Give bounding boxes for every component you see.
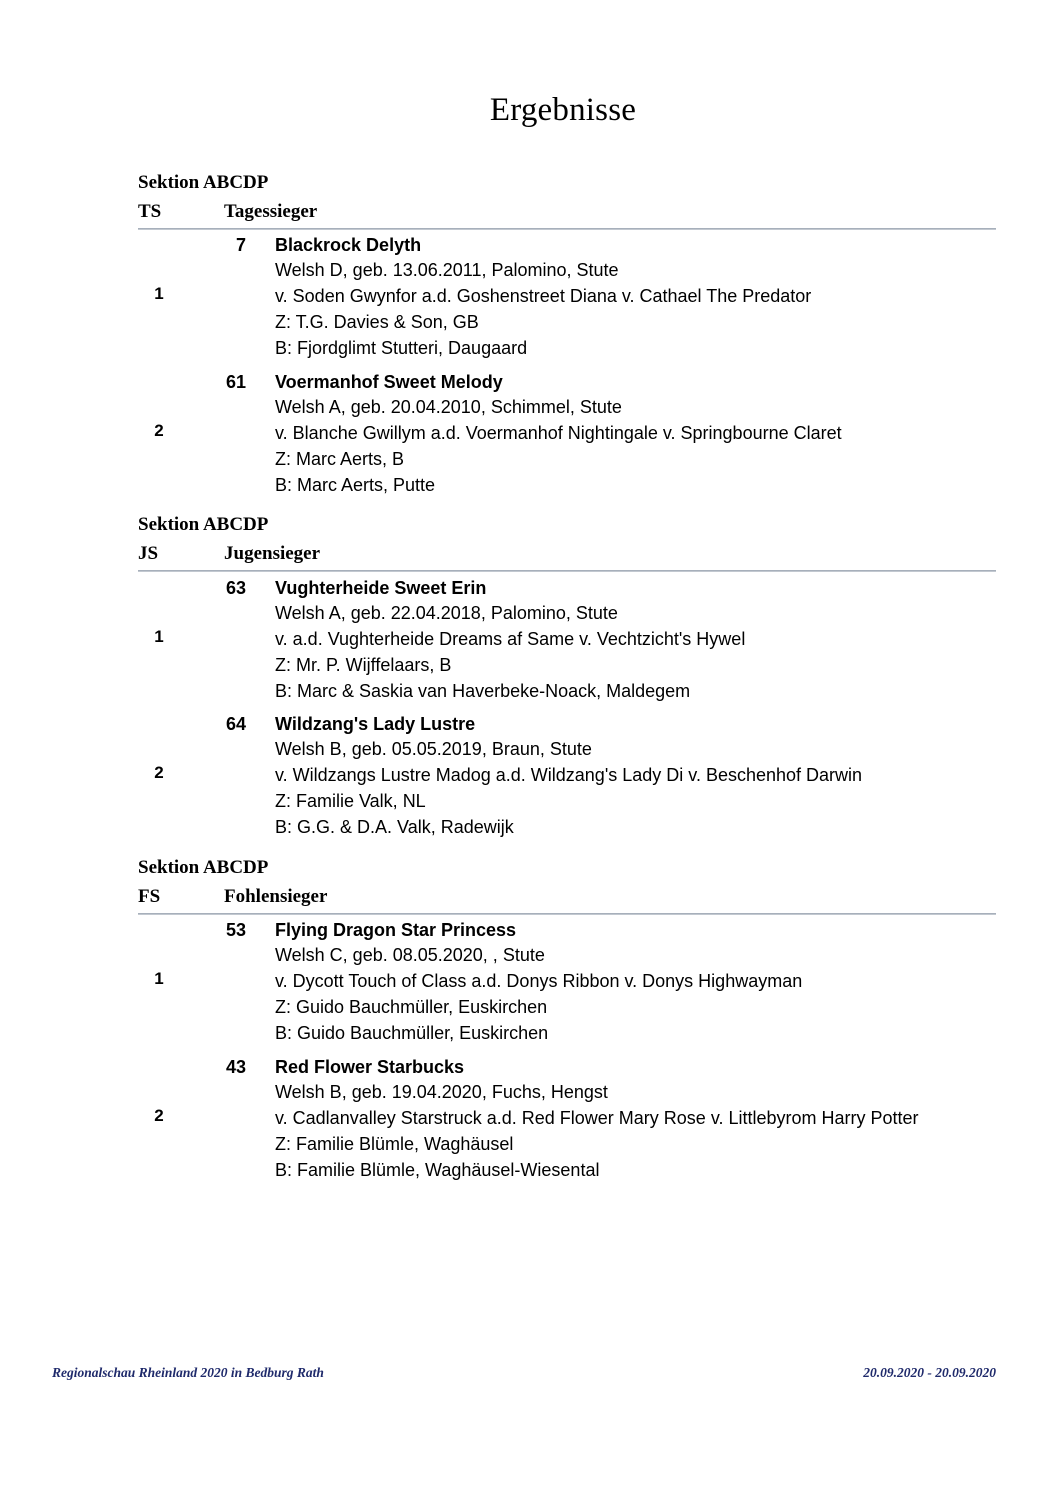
category-code: FS <box>138 886 161 907</box>
category-name: Fohlensieger <box>224 886 328 907</box>
entry-rank: 1 <box>154 627 164 646</box>
result-entry <box>0 235 1058 365</box>
entry-rank: 1 <box>154 969 164 988</box>
horse-details: Welsh C, geb. 08.05.2020, , Stute <box>275 945 545 965</box>
horse-owner: B: Familie Blümle, Waghäusel-Wiesental <box>275 1160 600 1180</box>
horse-details: Welsh B, geb. 19.04.2020, Fuchs, Hengst <box>275 1082 608 1102</box>
result-entry <box>0 372 1058 502</box>
horse-details: Welsh B, geb. 05.05.2019, Braun, Stute <box>275 739 592 759</box>
divider <box>138 913 996 915</box>
category-name: Tagessieger <box>224 201 318 222</box>
divider <box>138 228 996 230</box>
horse-owner: B: Guido Bauchmüller, Euskirchen <box>275 1023 549 1043</box>
horse-name: Voermanhof Sweet Melody <box>275 372 503 392</box>
result-entry <box>0 714 1058 844</box>
horse-pedigree: v. Blanche Gwillym a.d. Voermanhof Nightingale v. Springbourne Claret <box>275 423 842 443</box>
entry-number: 61 <box>225 372 246 392</box>
entry-rank: 2 <box>154 421 164 440</box>
entry-rank: 2 <box>154 763 164 782</box>
horse-breeder: Z: Familie Blümle, Waghäusel <box>275 1134 514 1154</box>
result-entry <box>0 578 1058 708</box>
entry-number: 43 <box>225 1057 246 1077</box>
horse-breeder: Z: Mr. P. Wijffelaars, B <box>275 655 452 675</box>
horse-name: Red Flower Starbucks <box>275 1057 465 1077</box>
horse-pedigree: v. a.d. Vughterheide Dreams af Same v. Vechtzicht's Hywel <box>275 629 746 649</box>
horse-owner: B: Marc Aerts, Putte <box>275 475 436 495</box>
category-code: JS <box>138 543 159 564</box>
horse-name: Vughterheide Sweet Erin <box>275 578 487 598</box>
footer-dates: 20.09.2020 - 20.09.2020 <box>863 1365 996 1380</box>
horse-name: Blackrock Delyth <box>275 235 422 255</box>
horse-details: Welsh D, geb. 13.06.2011, Palomino, Stute <box>275 260 619 280</box>
horse-owner: B: G.G. & D.A. Valk, Radewijk <box>275 817 514 837</box>
section-label: Sektion ABCDP <box>138 172 269 193</box>
horse-owner: B: Marc & Saskia van Haverbeke-Noack, Maldegem <box>275 681 691 701</box>
entry-number: 64 <box>225 714 246 734</box>
footer-event: Regionalschau Rheinland 2020 in Bedburg Rath <box>52 1365 324 1380</box>
category-code: TS <box>138 201 162 222</box>
section-label: Sektion ABCDP <box>138 514 269 535</box>
horse-pedigree: v. Wildzangs Lustre Madog a.d. Wildzang's Lady Di v. Beschenhof Darwin <box>275 765 863 785</box>
divider <box>138 570 996 572</box>
category-name: Jugensieger <box>224 543 321 564</box>
horse-details: Welsh A, geb. 22.04.2018, Palomino, Stute <box>275 603 618 623</box>
horse-owner: B: Fjordglimt Stutteri, Daugaard <box>275 338 528 358</box>
entry-rank: 2 <box>154 1106 164 1125</box>
horse-details: Welsh A, geb. 20.04.2010, Schimmel, Stute <box>275 397 622 417</box>
horse-pedigree: v. Dycott Touch of Class a.d. Donys Ribbon v. Donys Highwayman <box>275 971 803 991</box>
section-label: Sektion ABCDP <box>138 857 269 878</box>
result-entry <box>0 1057 1058 1187</box>
entry-number: 53 <box>225 920 246 940</box>
entry-rank: 1 <box>154 284 164 303</box>
entry-number: 63 <box>225 578 246 598</box>
horse-breeder: Z: Marc Aerts, B <box>275 449 405 469</box>
horse-name: Wildzang's Lady Lustre <box>275 714 476 734</box>
page-title: Ergebnisse <box>489 92 637 128</box>
horse-breeder: Z: Guido Bauchmüller, Euskirchen <box>275 997 548 1017</box>
horse-pedigree: v. Soden Gwynfor a.d. Goshenstreet Diana v. Cathael The Predator <box>275 286 812 306</box>
horse-breeder: Z: T.G. Davies & Son, GB <box>275 312 479 332</box>
result-entry <box>0 920 1058 1050</box>
entry-number: 7 <box>235 235 246 255</box>
horse-pedigree: v. Cadlanvalley Starstruck a.d. Red Flower Mary Rose v. Littlebyrom Harry Potter <box>275 1108 919 1128</box>
horse-name: Flying Dragon Star Princess <box>275 920 517 940</box>
horse-breeder: Z: Familie Valk, NL <box>275 791 426 811</box>
